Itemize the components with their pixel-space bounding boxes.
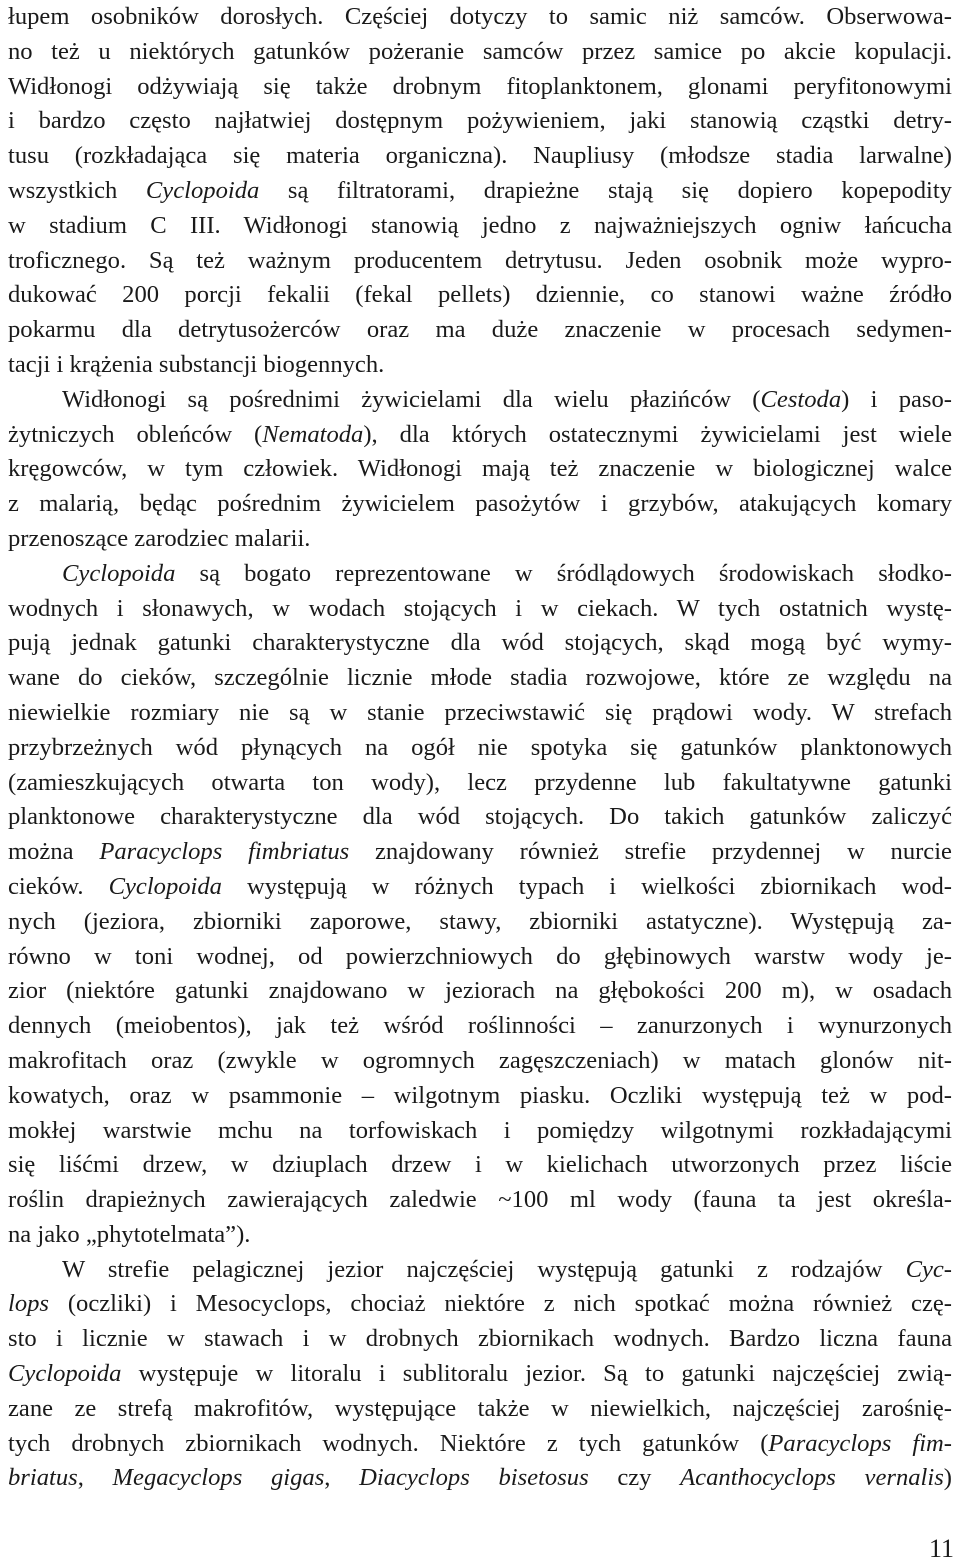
text-line xyxy=(8,1218,952,1253)
text-run: z malarią, będąc pośrednim żywicielem pasożytów i grzybów, atakujących komary xyxy=(8,490,952,518)
text-line xyxy=(8,70,952,105)
text-line xyxy=(8,1322,952,1357)
taxon-name: Diacyclops bisetosus xyxy=(359,1464,589,1492)
text-line xyxy=(8,905,952,940)
text-run: ) xyxy=(943,1464,952,1492)
text-line xyxy=(8,835,952,870)
taxon-name: lops xyxy=(8,1290,49,1318)
text-run: kręgowców, w tym człowiek. Widłonogi mają też znaczenie w biologicznej walce xyxy=(8,455,952,483)
text-run: nych (jeziora, zbiorniki zaporowe, stawy, zbiorniki astatyczne). Występują za- xyxy=(8,907,952,935)
taxon-name: Cyclopoida xyxy=(8,1360,122,1388)
text-run: ) i paso- xyxy=(841,385,952,413)
text-run: (zamieszkujących otwarta ton wody), lecz przydenne lub fakultatywne gatunki xyxy=(8,768,952,796)
text-run: łupem osobników dorosłych. Częściej dotyczy to samic niż samców. Obserwowa- xyxy=(8,3,952,30)
text-line xyxy=(8,1183,952,1218)
text-line xyxy=(8,35,952,70)
text-line xyxy=(8,1253,952,1288)
text-line xyxy=(8,244,952,279)
text-line xyxy=(8,1287,952,1322)
text-line xyxy=(8,557,952,592)
text-line xyxy=(8,800,952,835)
text-run: no też u niektórych gatunków pożeranie samców przez samice po akcie kopulacji. xyxy=(8,37,952,65)
text-run: pokarmu dla detrytusożerców oraz ma duże znaczenie w procesach sedymen- xyxy=(8,316,952,344)
text-line xyxy=(8,870,952,905)
text-line xyxy=(8,626,952,661)
text-run: niewielkie rozmiary nie są w stanie przeciwstawić się prądowi wody. W strefach xyxy=(8,698,952,726)
text-run: dukować 200 porcji fekalii (fekal pellets) dziennie, co stanowi ważne źródło xyxy=(8,281,952,309)
page-number: 11 xyxy=(928,1534,954,1563)
text-run: występuje w litoralu i sublitoralu jezior. Są to gatunki najczęściej zwią- xyxy=(121,1360,952,1388)
text-run: tusu (rozkładająca się materia organiczna). Naupliusy (młodsze stadia larwalne) xyxy=(8,142,952,170)
taxon-name: Cyclopoida xyxy=(145,176,260,204)
text-run: , xyxy=(324,1464,360,1492)
taxon-name: Cestoda xyxy=(760,385,842,413)
text-line xyxy=(8,1148,952,1183)
text-run: makrofitach oraz (zwykle w ogromnych zagęszczeniach) w matach glonów nit- xyxy=(8,1046,952,1074)
text-run: równo w toni wodnej, od powierzchniowych do głębinowych warstw wody je- xyxy=(8,942,952,970)
text-run: sto i licznie w stawach i w drobnych zbiornikach wodnych. Bardzo liczna fauna xyxy=(8,1325,952,1353)
text-run: troficznego. Są też ważnym producentem detrytusu. Jeden osobnik może wypro- xyxy=(8,246,952,274)
text-run: przenoszące zarodziec malarii. xyxy=(8,524,311,552)
body-text xyxy=(8,0,952,1496)
text-run: planktonowe charakterystyczne dla wód stojących. Do takich gatunków zaliczyć xyxy=(8,803,952,831)
text-run: kowatych, oraz w psammonie – wilgotnym piasku. Oczliki występują też w pod- xyxy=(8,1081,952,1109)
text-run: i bardzo często najłatwiej dostępnym pożywieniem, jaki stanowią cząstki detry- xyxy=(8,107,952,135)
text-run: tacji i krążenia substancji biogennych. xyxy=(8,350,385,378)
taxon-name: Paracyclops fim- xyxy=(768,1429,952,1457)
text-line xyxy=(8,1009,952,1044)
text-line xyxy=(8,661,952,696)
text-run: są filtratorami, drapieżne stają się dopiero kopepodity xyxy=(259,176,952,204)
text-run: Widłonogi są pośrednimi żywicielami dla wielu płazińców ( xyxy=(62,385,761,413)
text-line xyxy=(8,1079,952,1114)
taxon-name: Cyclopoida xyxy=(62,559,176,587)
text-line xyxy=(8,974,952,1009)
text-line xyxy=(8,1357,952,1392)
text-run: występują w różnych typach i wielkości zbiornikach wod- xyxy=(221,872,952,900)
taxon-name: briatus xyxy=(8,1464,78,1492)
text-run: cieków. xyxy=(8,872,109,900)
text-run: czy xyxy=(588,1464,681,1492)
text-run: można xyxy=(8,838,100,866)
text-run: się liśćmi drzew, w dziuplach drzew i w kielichach utworzonych przez liście xyxy=(8,1151,952,1179)
taxon-name: Cyclopoida xyxy=(108,872,222,900)
taxon-name: Nematoda xyxy=(262,420,364,448)
text-line xyxy=(8,0,952,35)
text-run: przybrzeżnych wód płynących na ogół nie spotyka się gatunków planktonowych xyxy=(8,733,952,761)
text-line xyxy=(8,1044,952,1079)
text-run: w stadium C III. Widłonogi stanowią jedno z najważniejszych ogniw łańcucha xyxy=(8,211,952,239)
text-line xyxy=(8,174,952,209)
text-run: ), dla których ostatecznymi żywicielami jest wiele xyxy=(363,420,952,448)
taxon-name: Paracyclops fimbriatus xyxy=(99,838,350,866)
paragraph xyxy=(8,383,952,557)
text-line xyxy=(8,1392,952,1427)
text-run: zane ze strefą makrofitów, występujące także w niewielkich, najczęściej zarośnię- xyxy=(8,1394,952,1422)
text-run: roślin drapieżnych zawierających zaledwie ~100 ml wody (fauna ta jest określa- xyxy=(8,1186,952,1214)
text-line xyxy=(8,766,952,801)
text-run: (oczliki) i Mesocyclops, chociaż niektóre z nich spotkać można również czę- xyxy=(49,1290,952,1318)
text-run: W strefie pelagicznej jezior najczęściej występują gatunki z rodzajów xyxy=(62,1255,906,1283)
text-run: wodnych i słonawych, w wodach stojących i w ciekach. W tych ostatnich wystę- xyxy=(8,594,952,622)
paragraph xyxy=(8,557,952,1253)
text-line xyxy=(8,731,952,766)
text-run: , xyxy=(77,1464,113,1492)
text-line xyxy=(8,452,952,487)
text-line xyxy=(8,278,952,313)
text-run: dennych (meiobentos), jak też wśród roślinności – zanurzonych i wynurzonych xyxy=(8,1012,952,1040)
text-line xyxy=(8,487,952,522)
text-run: są bogato reprezentowane w śródlądowych środowiskach słodko- xyxy=(175,559,952,587)
text-run: wane do cieków, szczególnie licznie młode stadia rozwojowe, które ze względu na xyxy=(8,664,952,692)
text-run: znajdowany również strefie przydennej w nurcie xyxy=(349,838,952,866)
text-run: wszystkich xyxy=(8,176,146,204)
text-run: na jako „phytotelmata”). xyxy=(8,1220,251,1248)
text-run: pują jednak gatunki charakterystyczne dla wód stojących, skąd mogą być wymy- xyxy=(8,629,952,657)
text-run: zior (niektóre gatunki znajdowano w jeziorach na głębokości 200 m), w osadach xyxy=(8,977,952,1005)
text-run: żytniczych obleńców ( xyxy=(8,420,263,448)
text-run: mokłej warstwie mchu na torfowiskach i pomiędzy wilgotnymi rozkładającymi xyxy=(8,1116,952,1144)
text-line xyxy=(8,348,952,383)
text-line xyxy=(8,313,952,348)
text-line xyxy=(8,1427,952,1462)
text-run: Widłonogi odżywiają się także drobnym fitoplanktonem, glonami peryfitonowymi xyxy=(8,72,952,100)
taxon-name: Cyc- xyxy=(905,1255,952,1283)
text-line xyxy=(8,139,952,174)
text-line xyxy=(8,940,952,975)
paragraph xyxy=(8,0,952,383)
text-line xyxy=(8,696,952,731)
taxon-name: Megacyclops gigas xyxy=(112,1464,325,1492)
taxon-name: Acanthocyclops vernalis xyxy=(680,1464,944,1492)
text-line xyxy=(8,418,952,453)
text-run: tych drobnych zbiornikach wodnych. Niektóre z tych gatunków ( xyxy=(8,1429,769,1457)
text-line xyxy=(8,104,952,139)
text-line xyxy=(8,522,952,557)
text-line xyxy=(8,1461,952,1496)
text-line xyxy=(8,1114,952,1149)
paragraph xyxy=(8,1253,952,1497)
text-line xyxy=(8,383,952,418)
text-line xyxy=(8,592,952,627)
text-line xyxy=(8,209,952,244)
